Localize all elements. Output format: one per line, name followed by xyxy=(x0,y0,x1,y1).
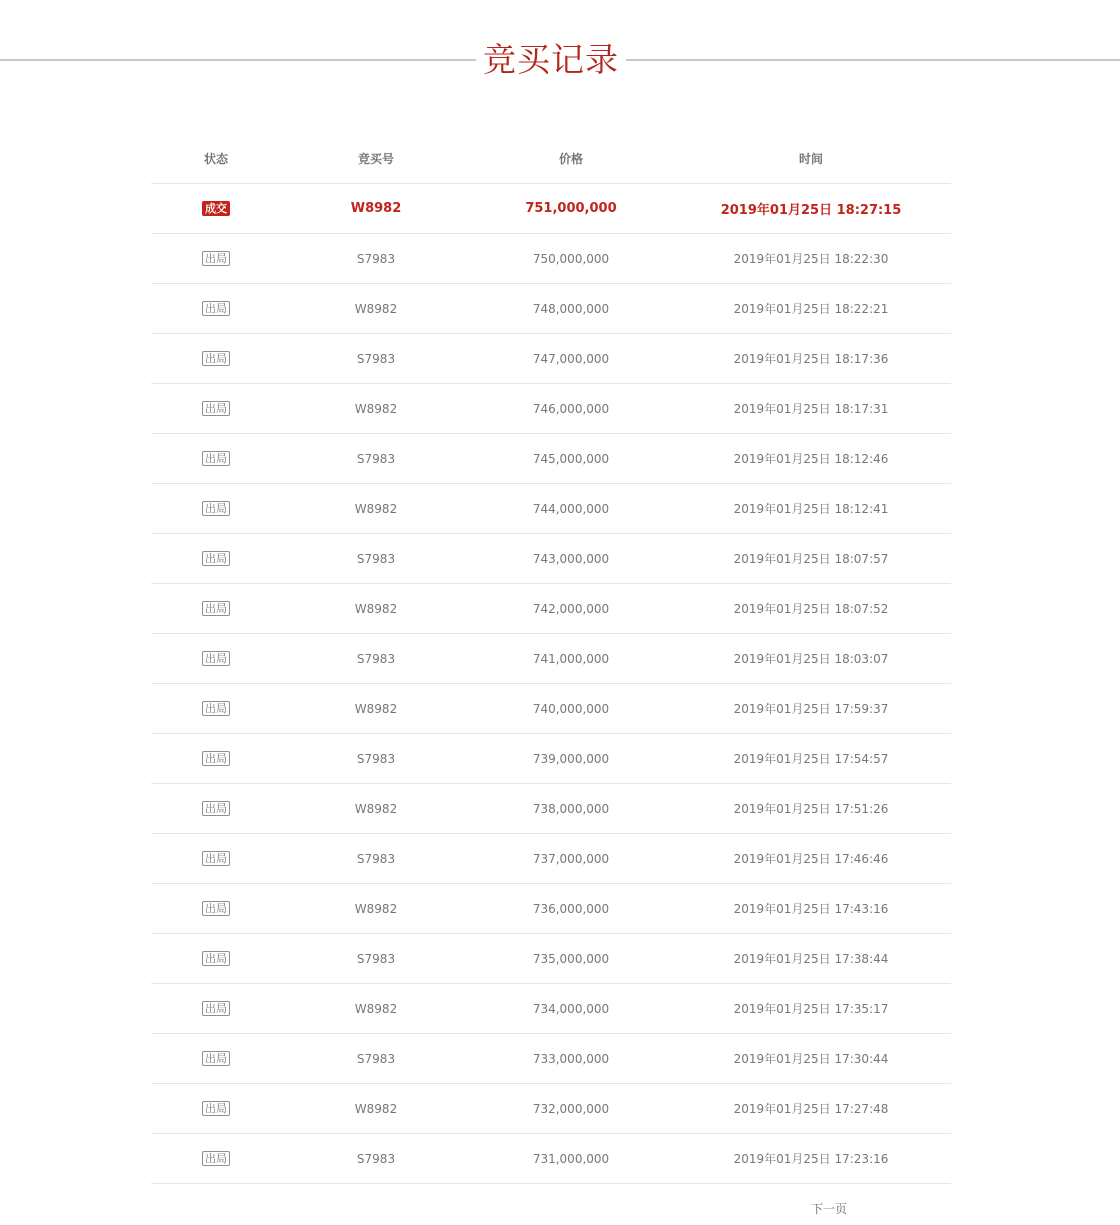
status-cell xyxy=(151,451,281,466)
bidder-number: S7983 xyxy=(356,251,396,266)
bid-price: 736,000,000 xyxy=(532,901,610,916)
status-cell xyxy=(151,601,281,616)
bidder-number: S7983 xyxy=(356,551,396,566)
status-cell xyxy=(151,401,281,416)
status-badge: 出局 xyxy=(202,851,230,866)
column-header-bidder: 竞买号 xyxy=(357,152,394,166)
status-badge: 出局 xyxy=(202,451,230,466)
table-row xyxy=(151,984,951,1034)
status-badge: 出局 xyxy=(202,801,230,816)
status-badge: 成交 xyxy=(202,201,230,216)
bid-time: 2019年01月25日 17:54:57 xyxy=(733,752,889,766)
bid-price: 748,000,000 xyxy=(532,301,610,316)
bidder-number: W8982 xyxy=(354,901,398,916)
bid-time: 2019年01月25日 17:23:16 xyxy=(733,1152,889,1166)
status-cell xyxy=(151,851,281,866)
status-badge: 出局 xyxy=(202,251,230,266)
bidder-number: S7983 xyxy=(356,951,396,966)
bid-price: 734,000,000 xyxy=(532,1001,610,1016)
status-badge: 出局 xyxy=(202,901,230,916)
bid-price: 738,000,000 xyxy=(532,801,610,816)
status-badge: 出局 xyxy=(202,651,230,666)
bidder-number: S7983 xyxy=(356,751,396,766)
bidder-number: S7983 xyxy=(356,651,396,666)
bid-time: 2019年01月25日 18:12:41 xyxy=(733,502,889,516)
table-row xyxy=(151,284,951,334)
status-badge: 出局 xyxy=(202,501,230,516)
table-body xyxy=(151,184,951,1184)
status-badge: 出局 xyxy=(202,301,230,316)
bid-price: 737,000,000 xyxy=(532,851,610,866)
bid-price: 743,000,000 xyxy=(532,551,610,566)
status-cell xyxy=(151,751,281,766)
bid-price: 747,000,000 xyxy=(532,351,610,366)
column-header-price: 价格 xyxy=(558,152,583,166)
status-cell xyxy=(151,301,281,316)
table-row xyxy=(151,434,951,484)
bid-time: 2019年01月25日 17:46:46 xyxy=(733,852,889,866)
bidder-number: W8982 xyxy=(354,801,398,816)
bid-price: 735,000,000 xyxy=(532,951,610,966)
table-row xyxy=(151,734,951,784)
bidder-number: W8982 xyxy=(354,1001,398,1016)
bid-time: 2019年01月25日 18:12:46 xyxy=(733,452,889,466)
bid-record-table xyxy=(151,134,951,1184)
status-cell xyxy=(151,1051,281,1066)
bidder-number: W8982 xyxy=(354,401,398,416)
table-row xyxy=(151,184,951,234)
status-badge: 出局 xyxy=(202,601,230,616)
bidder-number: S7983 xyxy=(356,1151,396,1166)
bid-price: 744,000,000 xyxy=(532,501,610,516)
header-divider-right xyxy=(626,59,1120,61)
bid-price: 731,000,000 xyxy=(532,1151,610,1166)
table-row xyxy=(151,1034,951,1084)
bid-price: 750,000,000 xyxy=(532,251,610,266)
bid-price: 740,000,000 xyxy=(532,701,610,716)
status-badge: 出局 xyxy=(202,1151,230,1166)
status-cell xyxy=(151,501,281,516)
table-row xyxy=(151,484,951,534)
bidder-number: W8982 xyxy=(350,201,402,216)
status-badge: 出局 xyxy=(202,701,230,716)
table-row xyxy=(151,784,951,834)
table-row xyxy=(151,584,951,634)
bidder-number: S7983 xyxy=(356,1051,396,1066)
table-row xyxy=(151,634,951,684)
status-badge: 出局 xyxy=(202,1101,230,1116)
bidder-number: S7983 xyxy=(356,351,396,366)
bid-price: 751,000,000 xyxy=(525,201,617,216)
status-badge: 出局 xyxy=(202,1051,230,1066)
table-row xyxy=(151,934,951,984)
bid-time: 2019年01月25日 17:51:26 xyxy=(733,802,889,816)
table-row xyxy=(151,534,951,584)
column-header-status: 状态 xyxy=(203,152,228,166)
status-cell xyxy=(151,801,281,816)
bid-price: 745,000,000 xyxy=(532,451,610,466)
bid-price: 732,000,000 xyxy=(532,1101,610,1116)
status-cell xyxy=(151,701,281,716)
status-badge: 出局 xyxy=(202,401,230,416)
bid-time: 2019年01月25日 18:17:36 xyxy=(733,352,889,366)
bid-time: 2019年01月25日 17:59:37 xyxy=(733,702,889,716)
bid-time: 2019年01月25日 18:22:30 xyxy=(733,252,889,266)
status-badge: 出局 xyxy=(202,351,230,366)
table-row xyxy=(151,1134,951,1184)
table-header-row xyxy=(151,134,951,184)
bidder-number: W8982 xyxy=(354,301,398,316)
bid-time: 2019年01月25日 18:22:21 xyxy=(733,302,889,316)
bidder-number: S7983 xyxy=(356,851,396,866)
status-cell xyxy=(151,651,281,666)
status-cell xyxy=(151,351,281,366)
header-divider-left xyxy=(0,59,476,61)
status-badge: 出局 xyxy=(202,1001,230,1016)
status-cell xyxy=(151,901,281,916)
status-badge: 出局 xyxy=(202,751,230,766)
bid-time: 2019年01月25日 17:35:17 xyxy=(733,1002,889,1016)
bid-time: 2019年01月25日 17:38:44 xyxy=(733,952,889,966)
column-header-time: 时间 xyxy=(798,152,823,166)
table-row xyxy=(151,1084,951,1134)
table-row xyxy=(151,334,951,384)
table-row xyxy=(151,384,951,434)
bid-time: 2019年01月25日 18:07:57 xyxy=(733,552,889,566)
bid-price: 741,000,000 xyxy=(532,651,610,666)
status-cell xyxy=(151,951,281,966)
table-row xyxy=(151,834,951,884)
status-cell xyxy=(151,1151,281,1166)
bid-price: 733,000,000 xyxy=(532,1051,610,1066)
bid-time: 2019年01月25日 17:27:48 xyxy=(733,1102,889,1116)
bidder-number: W8982 xyxy=(354,601,398,616)
bidder-number: W8982 xyxy=(354,701,398,716)
table-row xyxy=(151,884,951,934)
bid-time: 2019年01月25日 18:27:15 xyxy=(720,203,902,218)
status-badge: 出局 xyxy=(202,551,230,566)
next-page-link[interactable]: 下一页 xyxy=(811,1202,848,1216)
table-row xyxy=(151,234,951,284)
bid-time: 2019年01月25日 18:03:07 xyxy=(733,652,889,666)
status-badge: 出局 xyxy=(202,951,230,966)
status-cell xyxy=(151,551,281,566)
bid-time: 2019年01月25日 18:07:52 xyxy=(733,602,889,616)
bid-time: 2019年01月25日 17:43:16 xyxy=(733,902,889,916)
bid-price: 746,000,000 xyxy=(532,401,610,416)
status-cell xyxy=(151,201,281,216)
section-header xyxy=(0,0,1120,120)
table-row xyxy=(151,684,951,734)
status-cell xyxy=(151,1101,281,1116)
page-title: 竞买记录 xyxy=(483,40,619,79)
bidder-number: S7983 xyxy=(356,451,396,466)
status-cell xyxy=(151,251,281,266)
bidder-number: W8982 xyxy=(354,1101,398,1116)
bid-price: 742,000,000 xyxy=(532,601,610,616)
bid-time: 2019年01月25日 17:30:44 xyxy=(733,1052,889,1066)
bid-time: 2019年01月25日 18:17:31 xyxy=(733,402,889,416)
bid-price: 739,000,000 xyxy=(532,751,610,766)
bidder-number: W8982 xyxy=(354,501,398,516)
status-cell xyxy=(151,1001,281,1016)
